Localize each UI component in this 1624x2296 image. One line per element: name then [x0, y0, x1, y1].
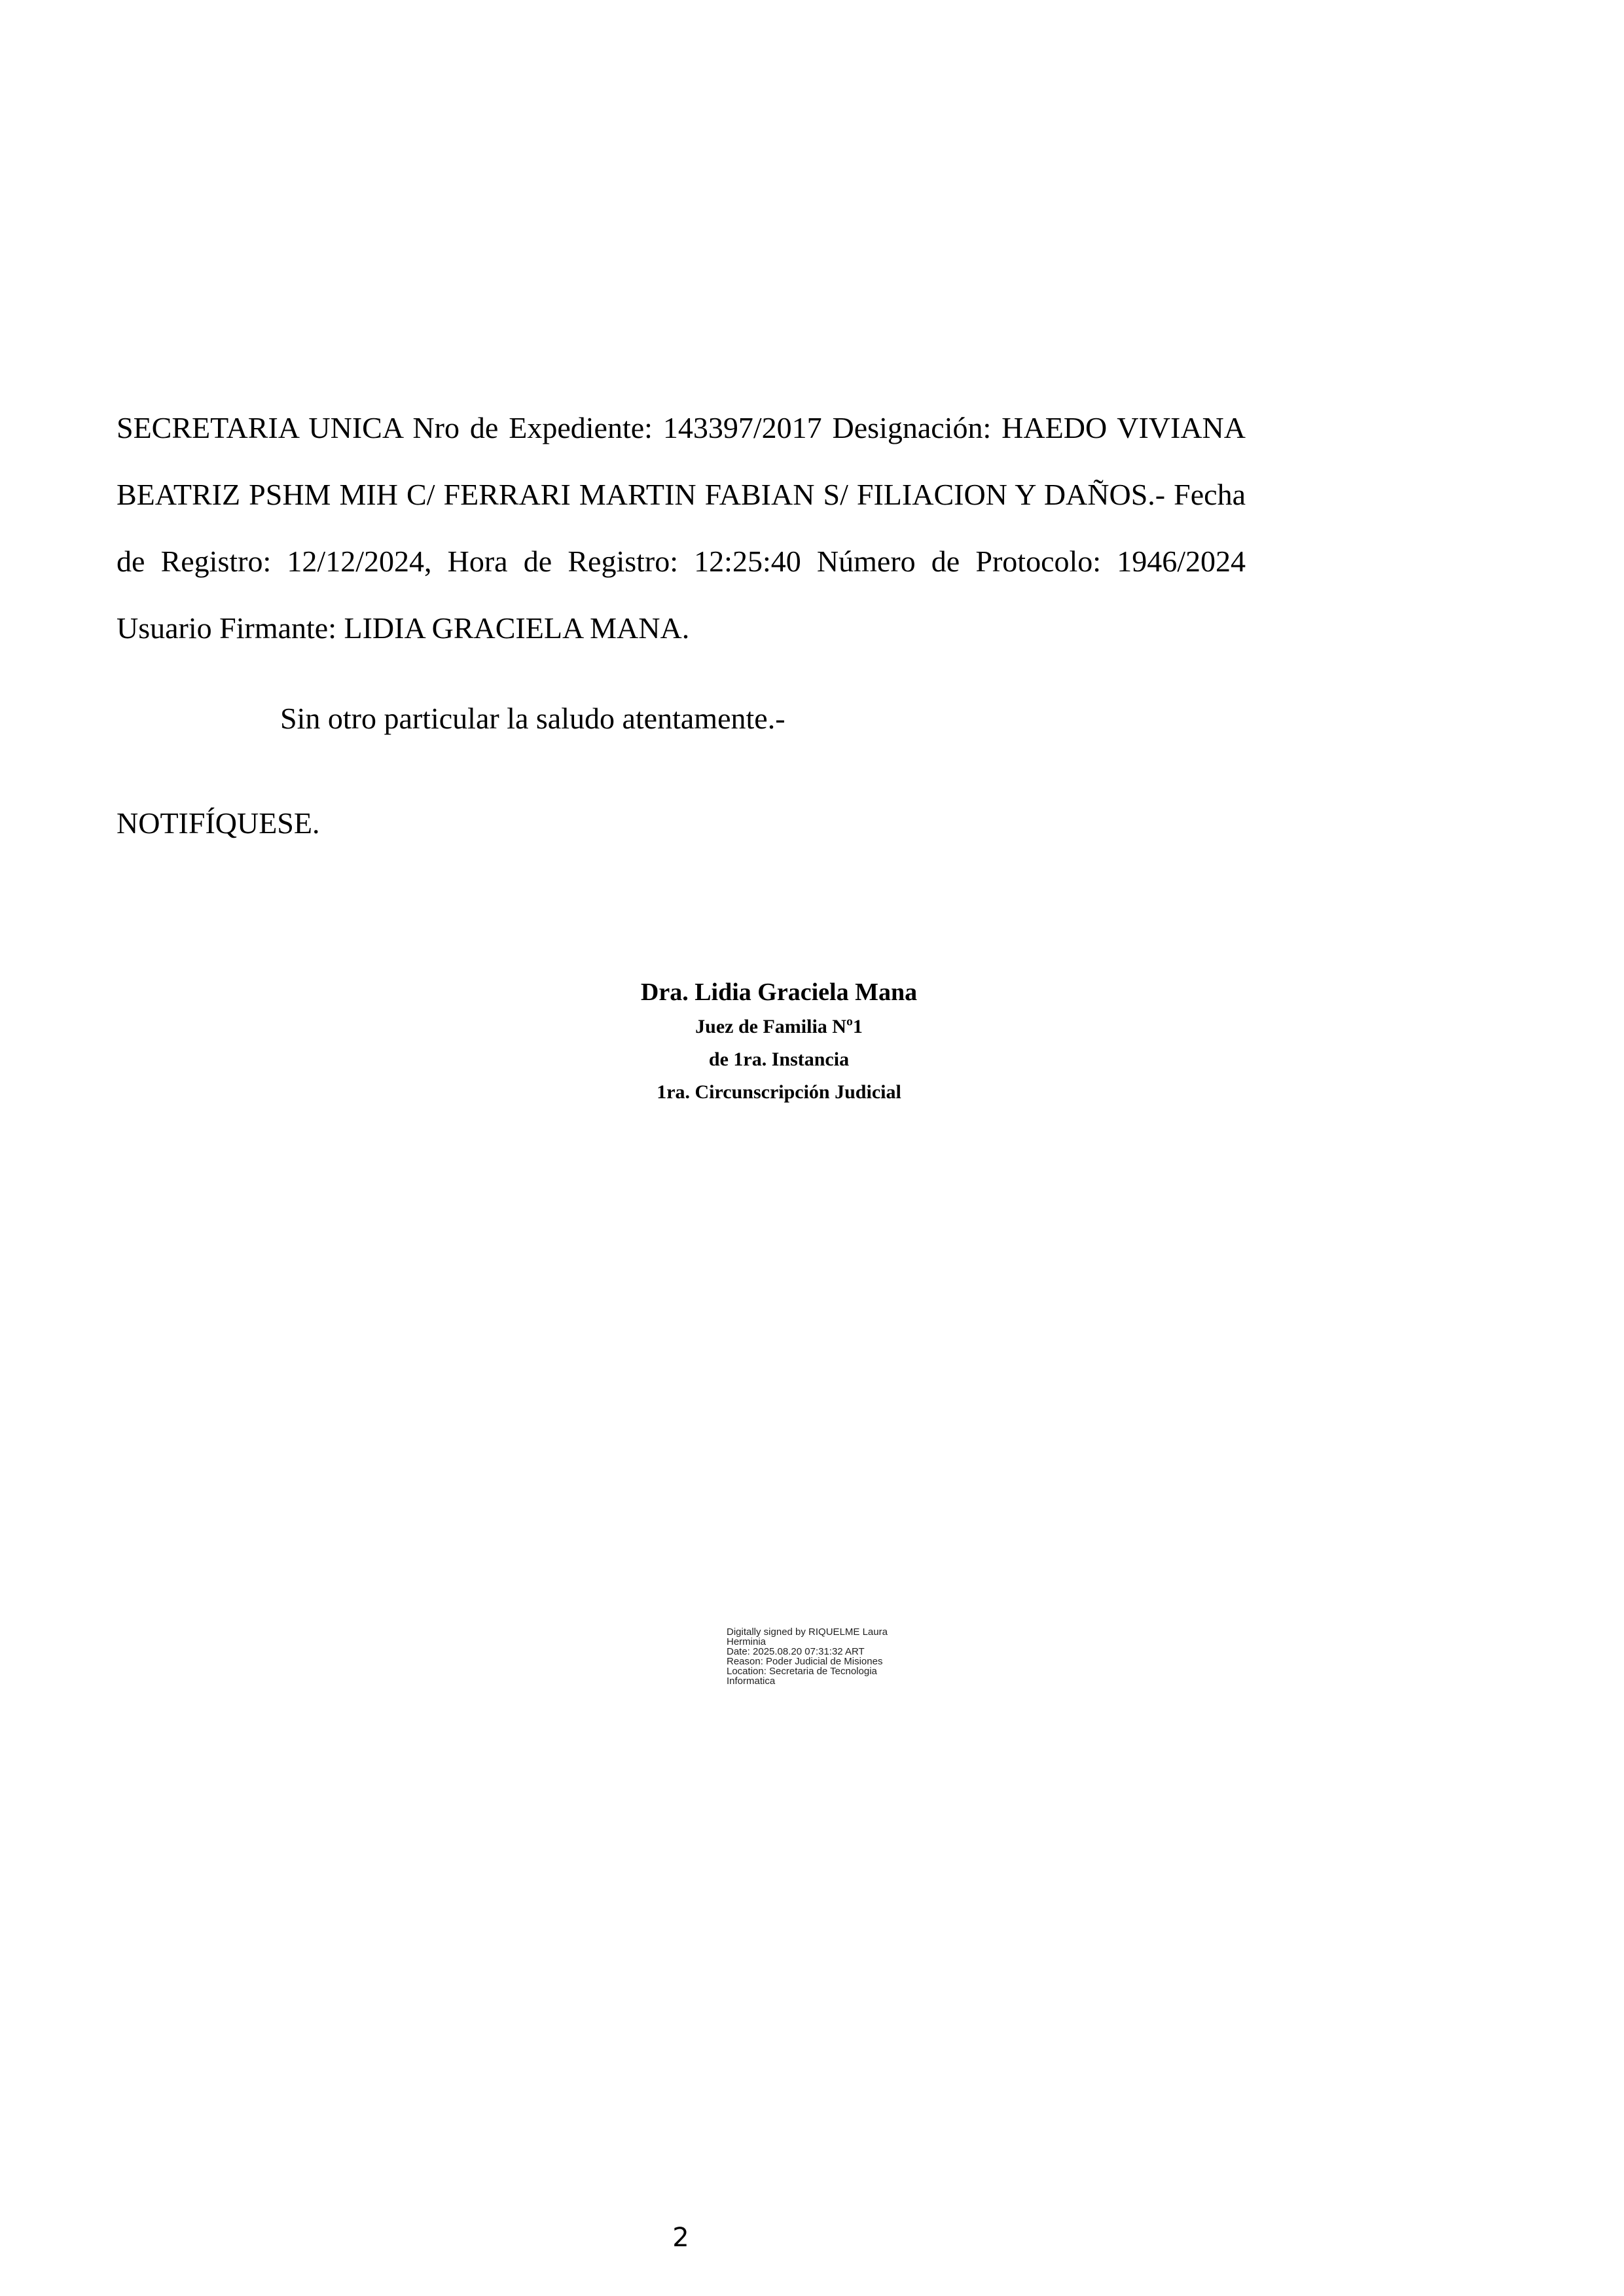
digital-signature-line: Digitally signed by RIQUELME Laura — [727, 1626, 888, 1638]
digital-signature-date: Date: 2025.08.20 07:31:32 ART — [727, 1646, 865, 1657]
signer-name: Dra. Lidia Graciela Mana — [640, 978, 918, 1006]
signer-jurisdiction: 1ra. Circunscripción Judicial — [657, 1081, 901, 1103]
signer-instance: de 1ra. Instancia — [708, 1049, 850, 1070]
digital-signature-line: Herminia — [727, 1636, 767, 1647]
page-number: 2 — [672, 2223, 689, 2253]
notification-text: NOTIFÍQUESE. — [117, 806, 320, 840]
digital-signature-stamp — [727, 1627, 936, 1686]
digital-signature-line: Informatica — [727, 1676, 776, 1687]
digital-signature-reason: Reason: Poder Judicial de Misiones — [727, 1656, 883, 1667]
signer-title: Juez de Familia Nº1 — [695, 1016, 863, 1037]
closing-salutation: Sin otro particular la saludo atentamente.- — [280, 702, 785, 735]
case-details-paragraph: SECRETARIA UNICA Nro de Expediente: 143397/2017 Designación: HAEDO VIVIANA BEATRIZ PSHM MIH C/ FERRARI MARTIN FABIAN S/ FILIACION Y DAÑOS.- Fecha de Registro: 12/12/2024, Hora de Registro: 12:25:40 Número de Protocolo: 1946/2024 Usuario Firmante: LIDIA GRACIELA MANA. — [117, 411, 1246, 645]
signature-block — [589, 974, 969, 1109]
digital-signature-location: Location: Secretaria de Tecnologia — [727, 1666, 877, 1677]
